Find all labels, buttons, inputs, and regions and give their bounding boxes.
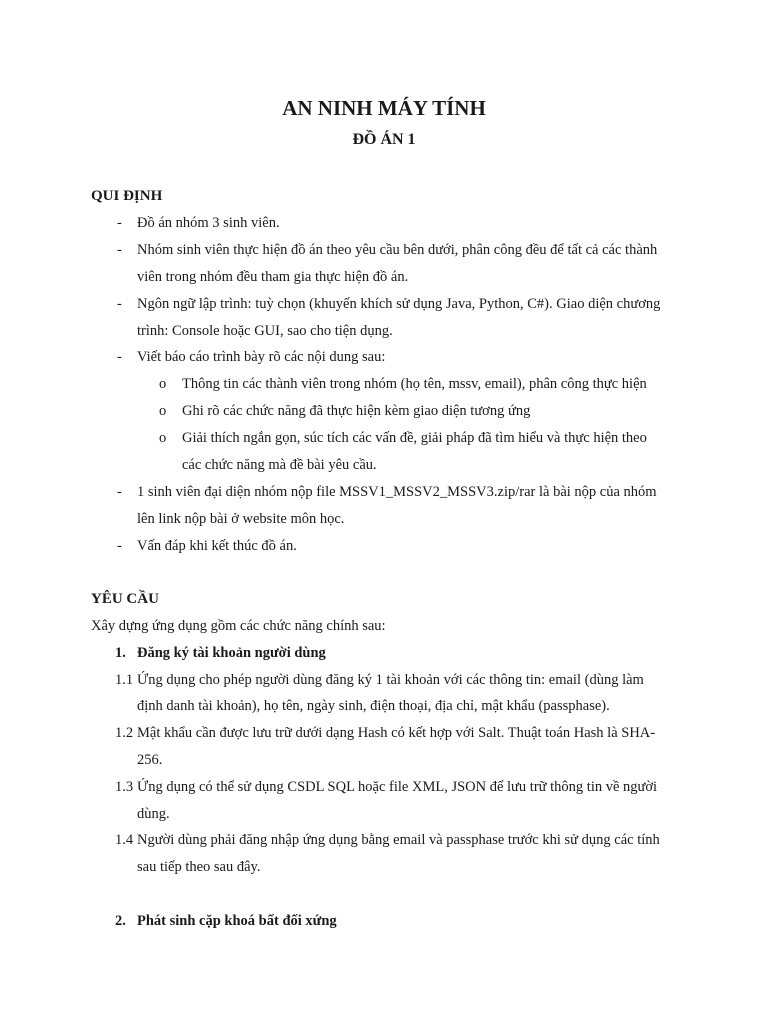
requirement-text: 256.: [137, 752, 163, 768]
sub-bullet-marker: o: [159, 376, 167, 392]
rule-text: Ngôn ngữ lập trình: tuỳ chọn (khuyến khích sử dụng Java, Python, C#). Giao diện chương: [137, 296, 661, 312]
sub-rule-text: các chức năng mà đề bài yêu cầu.: [182, 457, 377, 473]
page-subtitle: ĐỒ ÁN 1: [352, 131, 416, 148]
item-number: 1.2: [115, 725, 134, 741]
requirements-heading: YÊU CẦU: [91, 591, 159, 607]
rule-text: Đồ án nhóm 3 sinh viên.: [137, 215, 280, 231]
bullet-marker: -: [117, 349, 122, 365]
sub-bullet-marker: o: [159, 430, 167, 446]
item-number: 1.3: [115, 779, 134, 795]
rule-text: 1 sinh viên đại diện nhóm nộp file MSSV1_MSSV2_MSSV3.zip/rar là bài nộp của nhóm: [137, 484, 657, 500]
item-number: 1.4: [115, 832, 134, 848]
rule-text: viên trong nhóm đều tham gia thực hiện đồ án.: [137, 269, 409, 285]
requirement-text: Ứng dụng có thể sử dụng CSDL SQL hoặc file XML, JSON để lưu trữ thông tin về người: [137, 779, 658, 795]
sub-rule-text: Giải thích ngắn gọn, súc tích các vấn đề, giải pháp đã tìm hiểu và thực hiện theo: [182, 430, 647, 446]
bullet-marker: -: [117, 215, 122, 231]
rule-text: trình: Console hoặc GUI, sao cho tiện dụng.: [137, 323, 393, 339]
requirement-text: dùng.: [137, 806, 170, 822]
section-number: 2.: [115, 913, 126, 929]
requirement-text: Mật khẩu cần được lưu trữ dưới dạng Hash có kết hợp với Salt. Thuật toán Hash là SHA-: [137, 725, 656, 741]
requirement-text: Ứng dụng cho phép người dùng đăng ký 1 tài khoản với các thông tin: email (dùng làm: [137, 672, 644, 688]
bullet-marker: -: [117, 484, 122, 500]
sub-bullet-marker: o: [159, 403, 167, 419]
rule-text: Viết báo cáo trình bày rõ các nội dung sau:: [137, 349, 386, 365]
sub-rule-text: Ghi rõ các chức năng đã thực hiện kèm giao diện tương ứng: [182, 403, 531, 419]
section-title: Đăng ký tài khoản người dùng: [137, 645, 326, 661]
sub-rule-text: Thông tin các thành viên trong nhóm (họ tên, mssv, email), phân công thực hiện: [182, 376, 647, 392]
section-title: Phát sinh cặp khoá bất đối xứng: [137, 913, 337, 929]
rule-text: Vấn đáp khi kết thúc đồ án.: [137, 538, 297, 554]
section-number: 1.: [115, 645, 126, 661]
bullet-marker: -: [117, 296, 122, 312]
rules-heading: QUI ĐỊNH: [91, 188, 163, 204]
requirement-text: định danh tài khoản), họ tên, ngày sinh, điện thoại, địa chỉ, mật khẩu (passphase).: [137, 698, 610, 714]
requirement-text: sau tiếp theo sau đây.: [137, 859, 261, 875]
requirement-text: Người dùng phải đăng nhập ứng dụng bằng email và passphase trước khi sử dụng các tính: [137, 832, 660, 848]
rule-text: lên link nộp bài ở website môn học.: [137, 511, 345, 527]
item-number: 1.1: [115, 672, 134, 688]
rule-text: Nhóm sinh viên thực hiện đồ án theo yêu cầu bên dưới, phân công đều để tất cả các thành: [137, 242, 658, 258]
page-title: AN NINH MÁY TÍNH: [282, 96, 486, 120]
bullet-marker: -: [117, 538, 122, 554]
bullet-marker: -: [117, 242, 122, 258]
requirements-intro: Xây dựng ứng dụng gồm các chức năng chính sau:: [91, 618, 386, 634]
